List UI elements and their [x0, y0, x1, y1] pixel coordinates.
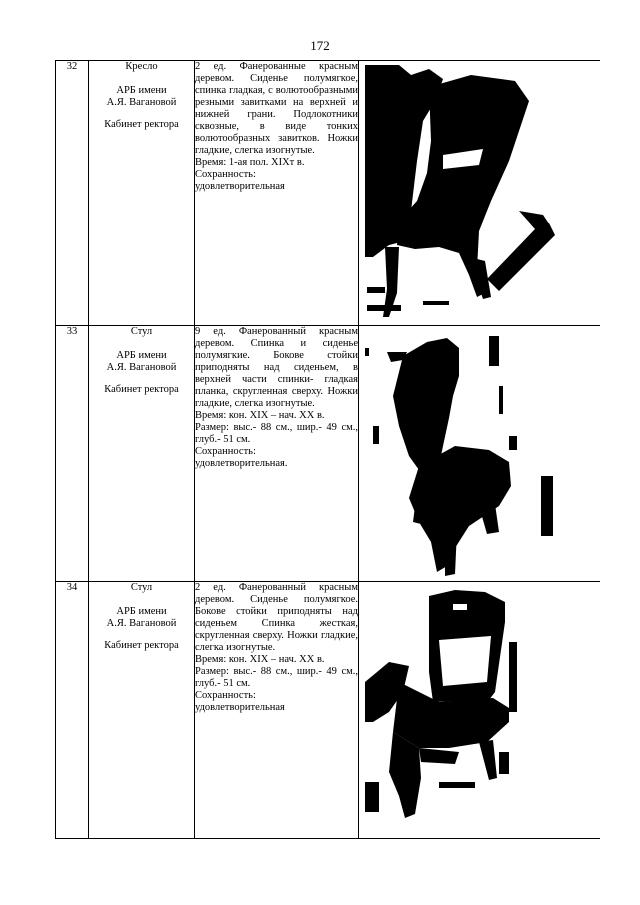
chair-photo: [359, 582, 600, 838]
photo-cell: [359, 61, 600, 326]
item-name-cell: [89, 326, 195, 582]
description: 2 ед. Фанерованный красным деревом. Сиденье полумягкое. Бокове стойки приподняты над сиденьем Спинка жесткая, скругленная сверху. Ножки гладкие, слегка изогнутые.: [195, 582, 358, 653]
item-name-cell: [89, 582, 195, 839]
size: Размер: выс.- 88 см., шир.- 49 см., глуб.- 51 см.: [195, 666, 358, 689]
chair-photo: [359, 326, 600, 581]
room: Кабинет ректора: [104, 119, 179, 130]
item-number: 34: [56, 582, 89, 839]
org-line-1: АРБ имени: [116, 350, 167, 361]
description: 9 ед. Фанерованный красным деревом. Спинка и сиденье полумягкие. Бокове стойки приподняты над сиденьем, в верхней части спинки- гладкая планка, скругленная сверху. Ножки гладкие, слегка изогнутые.: [195, 326, 358, 409]
item-name-cell: [89, 61, 195, 326]
description: 2 ед. Фанерованные красным деревом. Сиденье полумягкое, спинка гладкая, с волютообразными резными завитками на верхней и нижней грани. Подлокотники сквозные, в виде тонких волютообразных завитков. Ножки гладкие, слегка изогнутые.: [195, 61, 358, 156]
item-description-cell: [195, 326, 359, 582]
org-line-1: АРБ имени: [116, 606, 167, 617]
time: Время: кон. XIX – нач. XX в.: [195, 654, 325, 665]
condition: удовлетворительная: [195, 181, 285, 192]
time: Время: 1-ая пол. XIXт в.: [195, 157, 305, 168]
item-number: 33: [56, 326, 89, 582]
page-number: 172: [310, 38, 330, 53]
item-name: Стул: [130, 326, 153, 337]
armchair-photo: [359, 61, 600, 325]
room: Кабинет ректора: [104, 384, 179, 395]
item-number: 32: [56, 61, 89, 326]
inventory-table: [55, 60, 600, 839]
photo-cell: [359, 582, 600, 839]
photo-cell: [359, 326, 600, 582]
table-row: [56, 61, 600, 326]
room: Кабинет ректора: [104, 640, 179, 651]
item-description-cell: [195, 582, 359, 839]
time: Время: кон. XIX – нач. XX в.: [195, 410, 325, 421]
condition-label: Сохранность:: [195, 446, 256, 457]
condition: удовлетворительная.: [195, 458, 288, 469]
org-line-1: АРБ имени: [116, 85, 167, 96]
item-name: Стул: [130, 582, 153, 593]
item-name: Кресло: [125, 61, 158, 72]
table-row: [56, 582, 600, 839]
table-row: [56, 326, 600, 582]
condition-label: Сохранность:: [195, 169, 256, 180]
item-description-cell: [195, 61, 359, 326]
org-line-2: А.Я. Вагановой: [106, 618, 177, 629]
org-line-2: А.Я. Вагановой: [106, 97, 177, 108]
condition: удовлетворительная: [195, 702, 285, 713]
condition-label: Сохранность:: [195, 690, 256, 701]
org-line-2: А.Я. Вагановой: [106, 362, 177, 373]
size: Размер: выс.- 88 см., шир.- 49 см., глуб.- 51 см.: [195, 422, 358, 445]
